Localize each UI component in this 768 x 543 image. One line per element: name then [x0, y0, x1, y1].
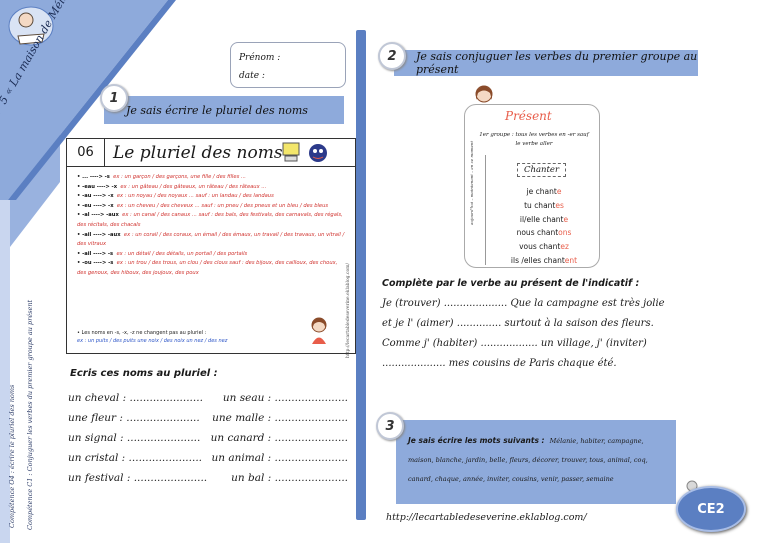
column-divider	[356, 30, 366, 520]
rule-item: • -ail ----> -s ex : un détail / des détails, un portail / des portails	[77, 250, 248, 257]
present-subtitle: 1er groupe : tous les verbes en -er sauf le verbe aller	[479, 132, 589, 147]
section2-heading-bar	[394, 50, 698, 76]
section2-heading: Je sais conjuguer les verbes du premier groupe au présent	[416, 50, 698, 76]
competence-label-1: Compétence O4 : écrire le pluriel des noms	[8, 384, 16, 528]
verb-infinitive: Chanter	[517, 163, 566, 177]
time-markers: aujourd'hui – maintenant – en ce moment	[469, 140, 474, 225]
conjugation-row: tu chantes	[524, 200, 564, 210]
invariable-rule-text: • Les noms en -s, -x, -z ne changent pas au pluriel :	[77, 330, 207, 336]
rule-item: • ... ----> -s ex : un garçon / des garçons, une fille / des filles ...	[77, 174, 246, 180]
section2-number: 2	[378, 42, 406, 70]
plural-rules-card	[66, 138, 356, 359]
section1-heading: Je sais écrire le pluriel des noms	[126, 103, 308, 117]
exercise-row[interactable]: un signal : ...................... un canard : ......................	[68, 432, 348, 444]
rule-item: • -al ----> -aux ex : un canal / des canaux ... sauf : des bals, des festivals, des carnavals, des régals, des récitals, des chacals	[77, 212, 343, 228]
conjugation-row: vous chantez	[519, 242, 569, 252]
conjugation-row: ils /elles chantent	[510, 255, 578, 265]
date-label: date :	[239, 71, 265, 81]
section3-heading: Je sais écrire les mots suivants :	[408, 436, 545, 445]
exercise2-text[interactable]: Je (trouver) .................... Que la campagne est très jolie et je l' (aimer) .............. surtout à la saison des fleurs. Comme j' (habiter) .................. un village, j' (inviter) .................... mes cousins de Paris chaque été.	[382, 298, 665, 369]
rule-item: • -ail ----> -aux ex : un corail / des coraux, un émail / des émaux, un travail / des travaux, un vitrail / des vitraux	[77, 231, 345, 248]
invariable-rule	[77, 329, 227, 345]
monster-icon	[307, 141, 329, 163]
panel-separator	[485, 155, 486, 265]
exercise-row[interactable]: un festival : ...................... un bal : ......................	[68, 472, 348, 484]
rule-item: • -ou ----> -s ex : un trou / des trous, un clou / des clous sauf : des bijoux, des cailloux, des choux, des genoux, des hiboux, des joujoux, des poux	[77, 260, 338, 276]
exercise-row[interactable]: un cheval : ...................... un seau : ......................	[68, 392, 348, 404]
girl-icon	[307, 315, 331, 345]
exercise-row[interactable]: une fleur : ...................... une malle : ......................	[68, 412, 348, 424]
words-list: Mélanie, habiter, campagne, maison, blanche, jardin, belle, fleurs, décorer, trouver, tous, animal, coq, canard, chaque, année, inviter, cousins, venir, passer, semaine	[408, 437, 648, 483]
conjugation-row: je chante	[526, 187, 562, 196]
level-badge: CE2	[676, 486, 746, 532]
card-title: Le pluriel des noms	[113, 142, 283, 163]
footer-url[interactable]: http://lecartabledeseverine.eklablog.com/	[386, 512, 587, 523]
computer-icon	[281, 141, 303, 163]
section1-heading-bar	[104, 96, 344, 124]
words-to-learn-box	[396, 420, 676, 504]
conjugation-row: il/elle chante	[519, 214, 569, 224]
section1-number: 1	[100, 84, 128, 112]
name-date-box[interactable]	[230, 42, 346, 88]
conjugation-row: nous chantons	[516, 228, 572, 238]
rules-list	[67, 167, 355, 279]
invariable-rule-example: ex : un puits / des puits une noix / des noix un nez / des nez	[77, 338, 228, 344]
exercise2-title: Complète par le verbe au présent de l'indicatif :	[382, 278, 640, 289]
present-title: Présent	[505, 109, 552, 123]
conjugation-table	[491, 185, 597, 268]
rule-item: • -eau ----> -x ex : un gâteau / des gâteaux, un râteau / des râteaux ...	[77, 183, 267, 190]
card-number: 06	[67, 139, 105, 167]
card-icons	[281, 141, 329, 163]
rule-item: • -eu ----> -x ex : un cheveu / des cheveux ... sauf : un pneu / des pneus et un bleu / des bleus	[77, 202, 329, 209]
exercise-row[interactable]: un cristal : ...................... un animal : ......................	[68, 452, 348, 464]
present-tense-panel	[464, 104, 600, 268]
exercise1-rows[interactable]	[68, 388, 348, 488]
exercise1-title: Ecris ces noms au pluriel :	[70, 368, 218, 379]
card-source-url: http://lecartabledeseverine.eklablog.com/	[346, 263, 351, 359]
section3-number: 3	[376, 412, 404, 440]
rule-item: • -au ----> -x ex : un noyau / des noyaux ... sauf : un landau / des landaus	[77, 193, 274, 200]
firstname-label: Prénom :	[239, 53, 281, 63]
competence-label-2: Compétence C1 : Conjuguer les verbes du premier groupe au présent	[26, 299, 34, 530]
